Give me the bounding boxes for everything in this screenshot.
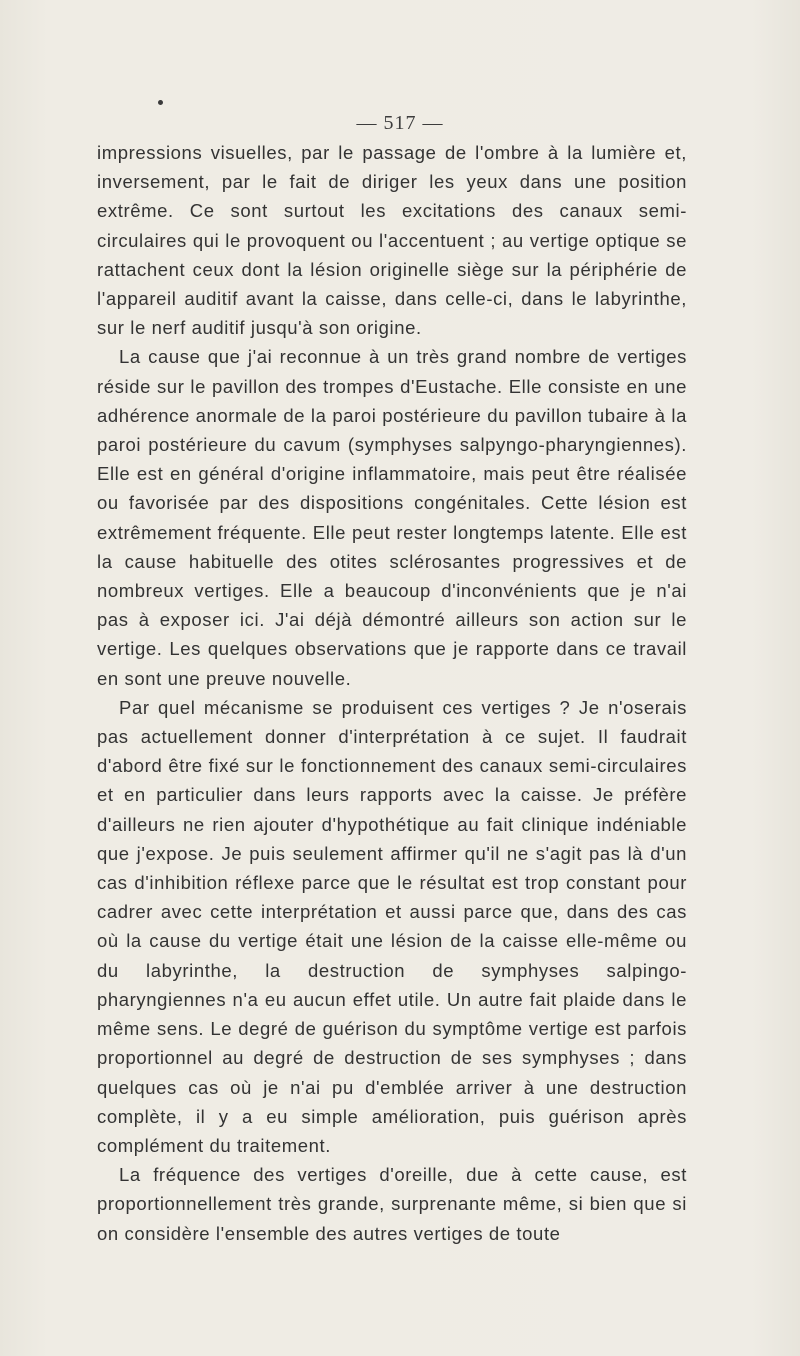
body-text [97, 138, 687, 1248]
page-number: — 517 — [356, 112, 444, 134]
ink-speck [158, 100, 163, 105]
paragraph-1: impressions visuelles, par le passage de l'ombre à la lumière et, inversement, par le fait de diriger les yeux dans une position extrême. Ce sont surtout les excitations des canaux semi-circulaires qui le provoquent ou l'accentuent ; au vertige optique se rattachent ceux dont la lésion originelle siège sur la périphérie de l'appareil auditif avant la caisse, dans celle-ci, dans le labyrinthe, sur le nerf auditif jusqu'à son origine. [97, 142, 687, 339]
paragraph-4: La fréquence des vertiges d'oreille, due à cette cause, est proportionnellement très grande, surprenante même, si bien que si on considère l'ensemble des autres vertiges de toute [97, 1164, 687, 1244]
paragraph-3: Par quel mécanisme se produisent ces vertiges ? Je n'oserais pas actuellement donner d'interprétation à ce sujet. Il faudrait d'abord être fixé sur le fonctionnement des canaux semi-circulaires et en particulier dans leurs rapports avec la caisse. Je préfère d'ailleurs ne rien ajouter d'hypothétique au fait clinique indéniable que j'expose. Je puis seulement affirmer qu'il ne s'agit pas là d'un cas d'inhibition réflexe parce que le résultat est trop constant pour cadrer avec cette interprétation et aussi parce que, dans des cas où la cause du vertige était une lésion de la caisse elle-même ou du labyrinthe, la destruction de symphyses salpingo-pharyngiennes n'a eu aucun effet utile. Un autre fait plaide dans le même sens. Le degré de guérison du symptôme vertige est parfois proportionnel au degré de destruction de ses symphyses ; dans quelques cas où je n'ai pu d'emblée arriver à une destruction complète, il y a eu simple amélioration, puis guérison après complément du traitement. [97, 696, 687, 1156]
paragraph-2: La cause que j'ai reconnue à un très grand nombre de vertiges réside sur le pavillon des trompes d'Eustache. Elle consiste en une adhérence anormale de la paroi postérieure du pavillon tubaire à la paroi postérieure du cavum (symphyses salpyngo-pharyngiennes). Elle est en général d'origine inflammatoire, mais peut être réalisée ou favorisée par des dispositions congénitales. Cette lésion est extrêmement fréquente. Elle peut rester longtemps latente. Elle est la cause habituelle des otites sclérosantes progressives et de nombreux vertiges. Elle a beaucoup d'inconvénients que je n'ai pas à exposer ici. J'ai déjà démontré ailleurs son action sur le vertige. Les quelques observations que je rapporte dans ce travail en sont une preuve nouvelle. [97, 346, 687, 689]
